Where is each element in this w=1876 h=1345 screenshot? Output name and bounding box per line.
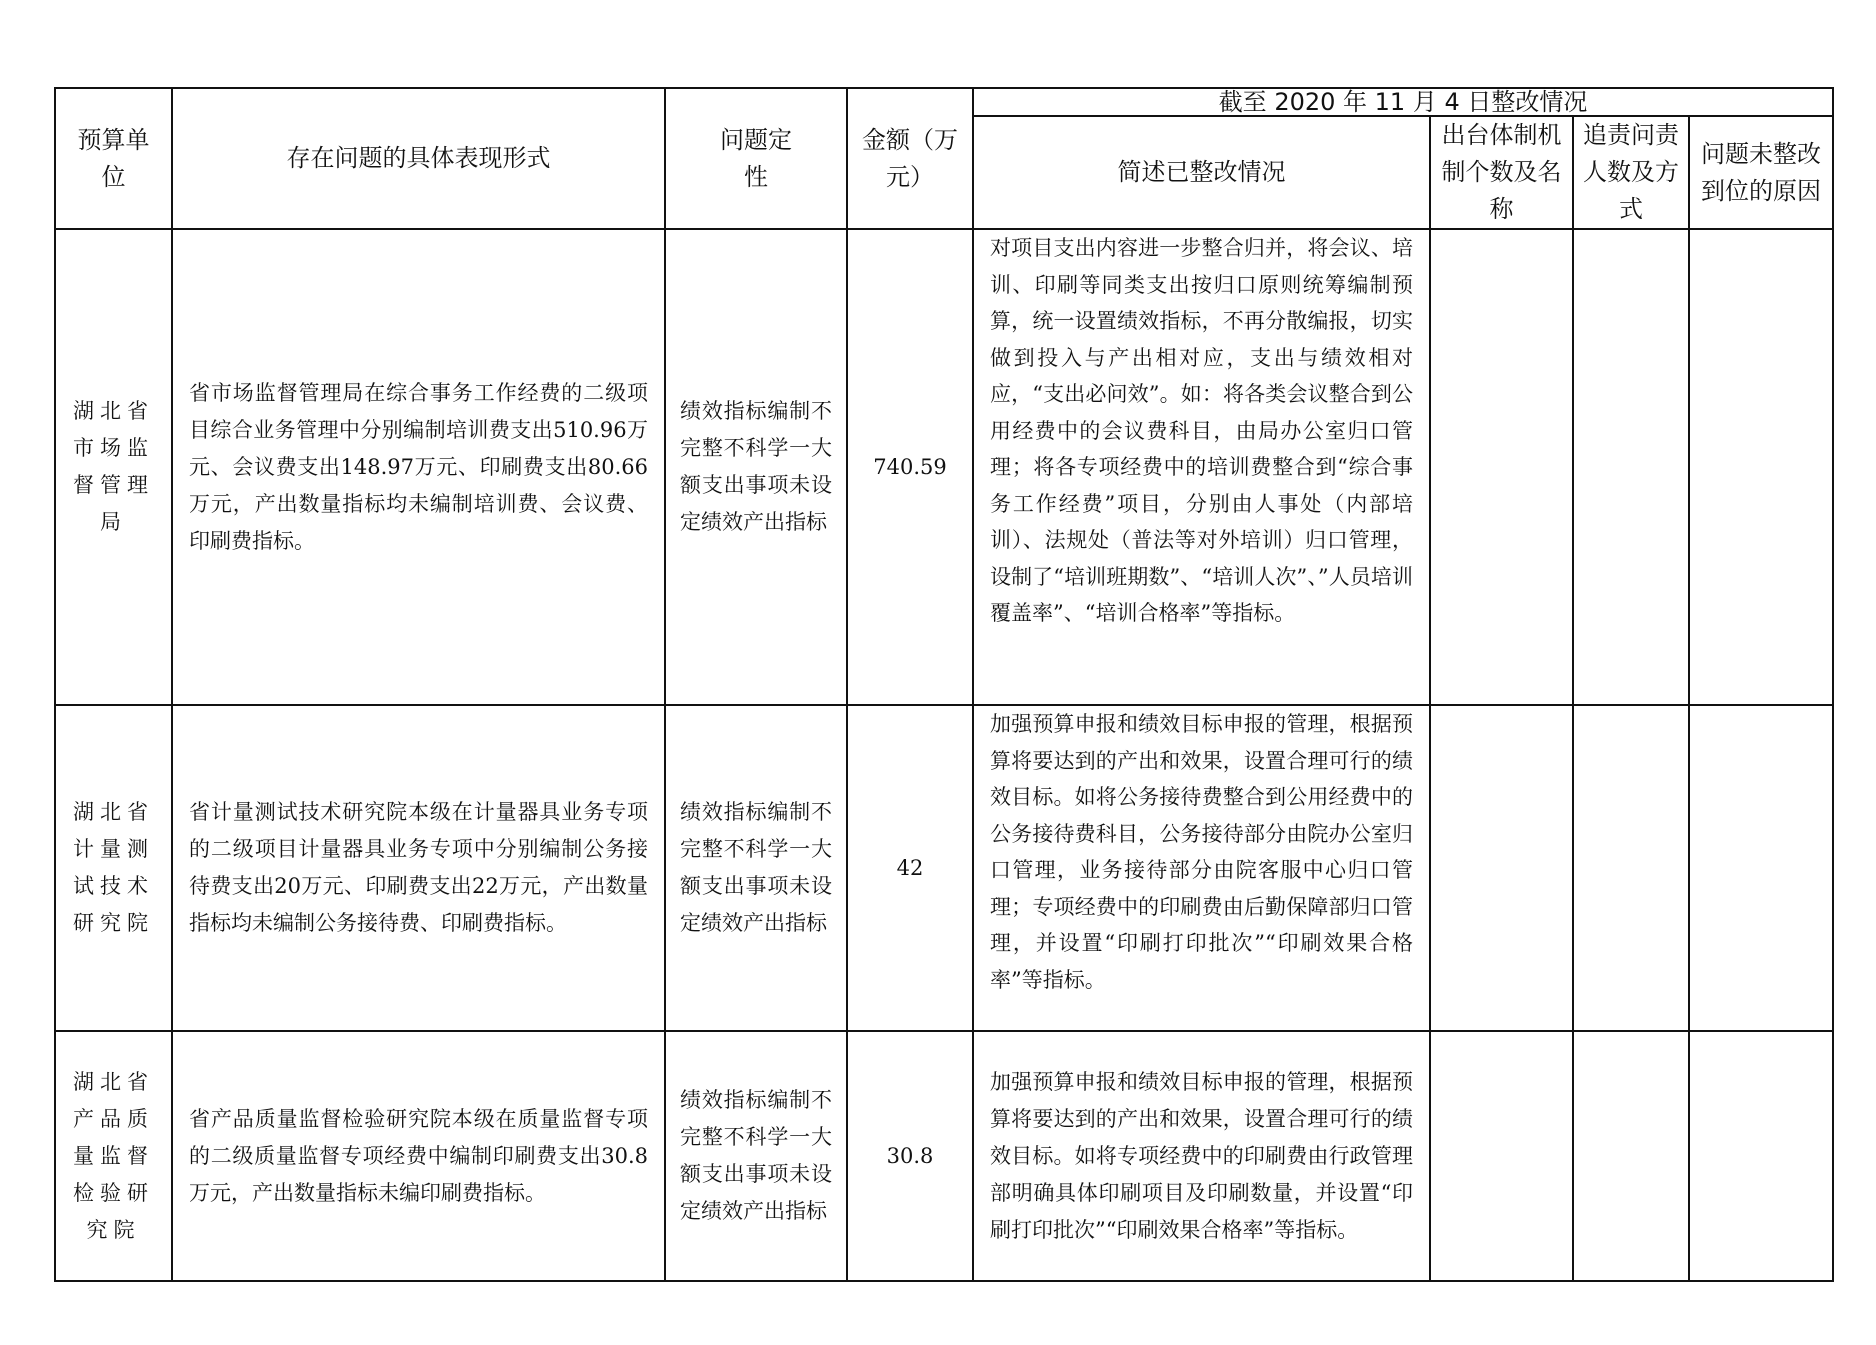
row-mechanisms: [1430, 705, 1573, 1031]
table-row: [55, 1031, 1833, 1281]
row-nature: 绩效指标编制不完整不科学一大额支出事项未设定绩效产出指标: [665, 229, 847, 705]
row-done: 加强预算申报和绩效目标申报的管理，根据预算将要达到的产出和效果，设置合理可行的绩效目标。如将专项经费中的印刷费由行政管理部明确具体印刷项目及印刷数量，并设置“印刷打印批次”“印刷效果合格率”等指标。: [973, 1031, 1430, 1281]
row-accountability: [1573, 1031, 1689, 1281]
header-mechanisms: 出台体制机制个数及名称: [1430, 116, 1573, 229]
row-accountability: [1573, 705, 1689, 1031]
row-nature: 绩效指标编制不完整不科学一大额支出事项未设定绩效产出指标: [665, 705, 847, 1031]
rectification-table-sheet: [54, 87, 1832, 1282]
row-unit: 湖北省计量测试技术研究院: [55, 705, 172, 1031]
row-amount: 30.8: [847, 1031, 973, 1281]
row-mechanisms: [1430, 1031, 1573, 1281]
row-reasons: [1689, 229, 1833, 705]
header-reasons: 问题未整改到位的原因: [1689, 116, 1833, 229]
table-row: [55, 229, 1833, 705]
header-done: 简述已整改情况: [973, 116, 1430, 229]
row-problem: 省市场监督管理局在综合事务工作经费的二级项目综合业务管理中分别编制培训费支出510.96万元、会议费支出148.97万元、印刷费支出80.66万元，产出数量指标均未编制培训费、会议费、印刷费指标。: [172, 229, 665, 705]
row-unit: 湖北省市场监督管理局: [55, 229, 172, 705]
row-done: 加强预算申报和绩效目标申报的管理，根据预算将要达到的产出和效果，设置合理可行的绩效目标。如将公务接待费整合到公用经费中的公务接待费科目，公务接待部分由院办公室归口管理，业务接待部分由院客服中心归口管理；专项经费中的印刷费由后勤保障部归口管理，并设置“印刷打印批次”“印刷效果合格率”等指标。: [973, 705, 1430, 1031]
header-unit: 预算单位: [55, 88, 172, 229]
row-problem: 省产品质量监督检验研究院本级在质量监督专项的二级质量监督专项经费中编制印刷费支出30.8万元，产出数量指标未编印刷费指标。: [172, 1031, 665, 1281]
header-accountability: 追责问责人数及方式: [1573, 116, 1689, 229]
row-reasons: [1689, 1031, 1833, 1281]
header-amount: 金额（万元）: [847, 88, 973, 229]
row-reasons: [1689, 705, 1833, 1031]
row-done: 对项目支出内容进一步整合归并，将会议、培训、印刷等同类支出按归口原则统筹编制预算，统一设置绩效指标，不再分散编报，切实做到投入与产出相对应，支出与绩效相对应，“支出必问效”。如：将各类会议整合到公用经费中的会议费科目，由局办公室归口管理；将各专项经费中的培训费整合到“综合事务工作经费”项目，分别由人事处（内部培训）、法规处（普法等对外培训）归口管理，设制了“培训班期数”、“培训人次”、”人员培训覆盖率”、“培训合格率”等指标。: [973, 229, 1430, 705]
rectification-table: [54, 87, 1834, 1282]
row-amount: 42: [847, 705, 973, 1031]
row-problem: 省计量测试技术研究院本级在计量器具业务专项的二级项目计量器具业务专项中分别编制公务接待费支出20万元、印刷费支出22万元，产出数量指标均未编制公务接待费、印刷费指标。: [172, 705, 665, 1031]
row-nature: 绩效指标编制不完整不科学一大额支出事项未设定绩效产出指标: [665, 1031, 847, 1281]
header-problem: 存在问题的具体表现形式: [172, 88, 665, 229]
header-nature: 问题定性: [665, 88, 847, 229]
row-mechanisms: [1430, 229, 1573, 705]
header-status-group: 截至 2020 年 11 月 4 日整改情况: [973, 88, 1833, 116]
table-row: [55, 705, 1833, 1031]
row-amount: 740.59: [847, 229, 973, 705]
row-unit: 湖北省产品质量监督检验研究院: [55, 1031, 172, 1281]
row-accountability: [1573, 229, 1689, 705]
